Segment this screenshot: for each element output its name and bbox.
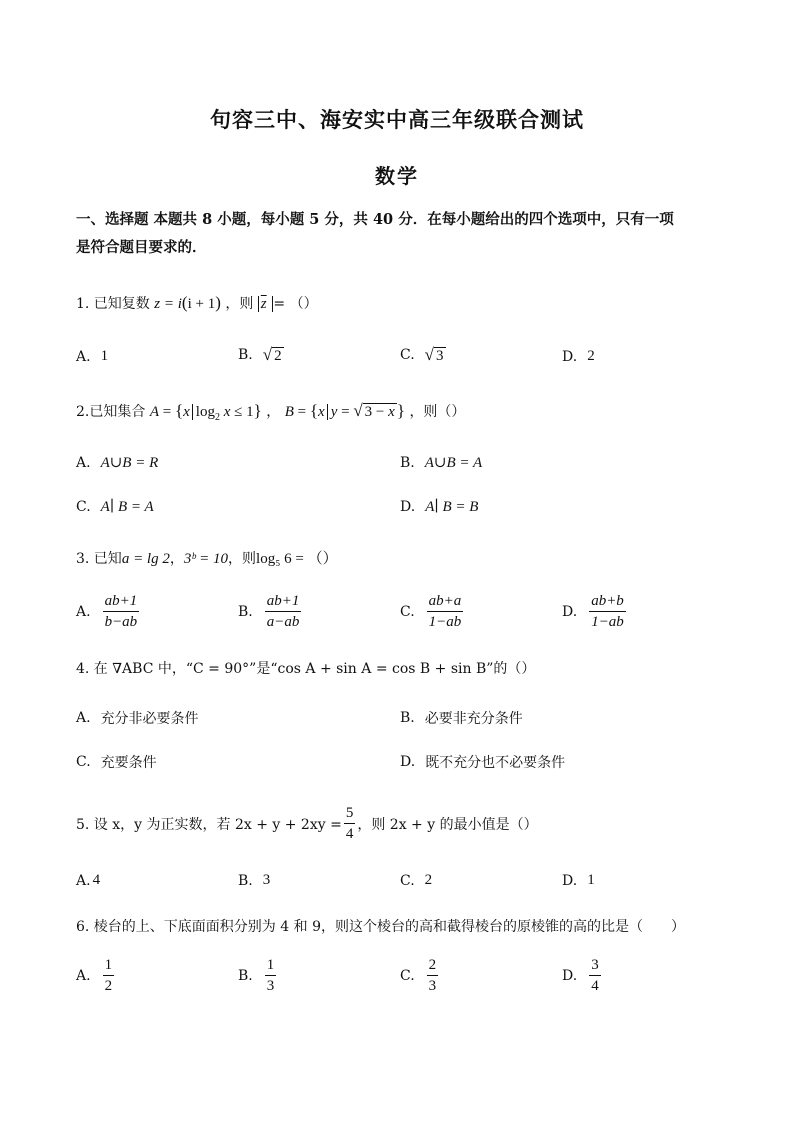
q4-option-a[interactable]: A. 充分非必要条件 — [76, 710, 199, 727]
question-5: 5. 设 x，y 为正实数，若 2x + y + 2xy = $\frac{5}{4}$ ，则 2x + y 的最小值是（） — [76, 805, 538, 842]
question-3: 3. 已知a = lg 2，3ᵇ = 10，则log₅ 6 = （） — [76, 551, 338, 567]
q5-option-a[interactable]: A. 4 — [76, 872, 101, 889]
q1-option-c[interactable]: C. √ 3 — [400, 345, 444, 364]
q1-option-d[interactable]: D. 2 — [562, 348, 595, 365]
section-line-1: 一、选择题 本题共 8 小题，每小题 5 分，共 40 分．在每小题给出的四个选项中，只有一项 — [76, 211, 674, 228]
exam-title: 句容三中、海安实中高三年级联合测试 — [210, 107, 584, 132]
q4-option-c[interactable]: C. 充要条件 — [76, 754, 157, 771]
q3-option-a[interactable]: A. $\frac{ab+1}{b-ab}$ — [76, 593, 138, 630]
q5-option-c[interactable]: C. 2 — [400, 872, 433, 889]
q1-option-a[interactable]: A. 1 — [76, 348, 109, 365]
section-line-2: 是符合题目要求的． — [76, 239, 207, 256]
q4-option-d[interactable]: D. 既不充分也不必要条件 — [400, 754, 566, 771]
q3-option-d[interactable]: D. $\frac{ab+b}{1-ab}$ — [562, 593, 624, 630]
q3-option-b[interactable]: B. $\frac{ab+1}{a-ab}$ — [238, 593, 300, 630]
q6-option-b[interactable]: B. $\frac{1}{3}$ — [238, 957, 275, 994]
q2-option-d[interactable]: D. A∣ B = B — [400, 498, 479, 515]
q5-option-b[interactable]: B. 3 — [238, 872, 271, 889]
q6-option-c[interactable]: C. $\frac{2}{3}$ — [400, 957, 437, 994]
q5-option-d[interactable]: D. 1 — [562, 872, 595, 889]
q6-option-d[interactable]: D. $\frac{3}{4}$ — [562, 957, 599, 994]
q2-option-b[interactable]: B. A∪B = A — [400, 454, 483, 471]
question-4: 4. 在 ∇ABC 中，“C = 90°”是“cos A + sin A = cos B + sin B”的（） — [76, 661, 536, 677]
subject-title: 数学 — [375, 164, 419, 188]
q3-option-c[interactable]: C. $\frac{ab+a}{1-ab}$ — [400, 593, 462, 630]
question-2: 2.已知集合 A = {x $\log_2 x \le 1$} ， B = {x y = √ 3 − x } ，则（） — [76, 401, 466, 423]
q4-option-b[interactable]: B. 必要非充分条件 — [400, 710, 523, 727]
question-6: 6. 棱台的上、下底面面积分别为 4 和 9，则这个棱台的高和截得棱台的原棱锥的高的比是（ ） — [76, 919, 685, 935]
question-1: 1. 已知复数 z = i(i + 1) ，则 $\overline{z}$ = （） — [76, 293, 318, 312]
section-heading — [76, 206, 726, 262]
q6-option-a[interactable]: A. $\frac{1}{2}$ — [76, 957, 113, 994]
q2-option-c[interactable]: C. A∣ B = A — [76, 498, 154, 515]
q2-option-a[interactable]: A. A∪B = R — [76, 454, 159, 471]
q1-option-b[interactable]: B. √ 2 — [238, 345, 282, 364]
